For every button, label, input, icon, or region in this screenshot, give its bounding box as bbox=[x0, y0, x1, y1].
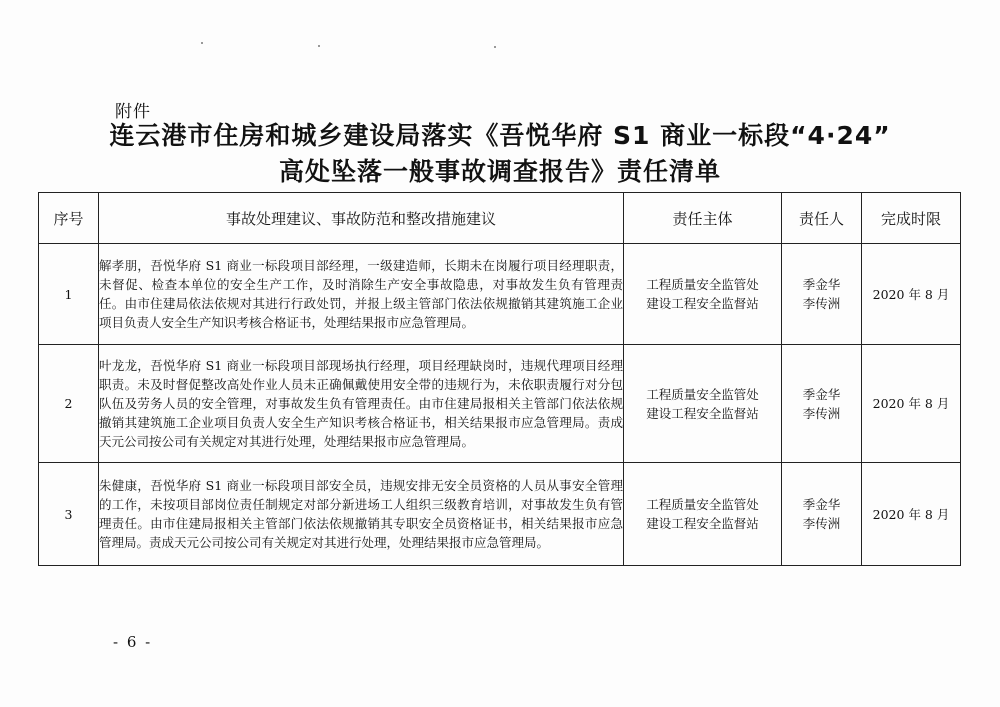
row-number: 3 bbox=[39, 463, 99, 566]
responsible-body-line: 工程质量安全监管处 bbox=[646, 497, 759, 512]
row-number: 2 bbox=[39, 345, 99, 463]
row-deadline: 2020 年 8 月 bbox=[862, 345, 961, 463]
row-responsible-person bbox=[782, 463, 862, 566]
header-no: 序号 bbox=[39, 193, 99, 244]
responsibility-table bbox=[38, 192, 961, 566]
responsible-person-name: 李传洲 bbox=[802, 296, 841, 311]
scan-speck bbox=[201, 42, 203, 44]
row-responsible-person bbox=[782, 244, 862, 345]
page-number: - 6 - bbox=[113, 633, 153, 651]
responsible-person-name: 季金华 bbox=[802, 386, 841, 402]
row-responsible-body bbox=[624, 345, 782, 463]
responsible-person-name: 李传洲 bbox=[802, 516, 841, 531]
document-title-line-1: 连云港市住房和城乡建设局落实《吾悦华府 S1 商业一标段“4·24” bbox=[109, 121, 891, 150]
responsible-person-name: 季金华 bbox=[802, 277, 841, 292]
responsible-body-line: 工程质量安全监管处 bbox=[646, 277, 759, 292]
scan-speck bbox=[318, 45, 320, 47]
responsible-body-line: 建设工程安全监督站 bbox=[646, 405, 759, 421]
row-number: 1 bbox=[39, 244, 99, 345]
responsible-person-name: 季金华 bbox=[802, 497, 841, 512]
row-responsible-body bbox=[624, 244, 782, 345]
row-responsible-person bbox=[782, 345, 862, 463]
responsible-person-name: 李传洲 bbox=[802, 405, 841, 421]
header-responsible-person: 责任人 bbox=[782, 193, 862, 244]
table-row bbox=[39, 244, 961, 345]
header-deadline: 完成时限 bbox=[862, 193, 961, 244]
row-deadline: 2020 年 8 月 bbox=[862, 244, 961, 345]
header-measures: 事故处理建议、事故防范和整改措施建议 bbox=[99, 193, 624, 244]
row-measures: 朱健康，吾悦华府 S1 商业一标段项目部安全员，违规安排无安全员资格的人员从事安全管理的工作，未按项目部岗位责任制规定对部分新进场工人组织三级教育培训，对事故发生负有管理责任。由市住建局报相关主管部门依法依规撤销其专职安全员资格证书，相关结果报市应急管理局。责成天元公司按公司有关规定对其进行处理，处理结果报市应急管理局。 bbox=[99, 463, 624, 566]
scan-speck bbox=[494, 46, 496, 48]
table-row bbox=[39, 463, 961, 566]
row-measures: 解孝朋，吾悦华府 S1 商业一标段项目部经理，一级建造师，长期未在岗履行项目经理职责，未督促、检查本单位的安全生产工作，及时消除生产安全事故隐患，对事故发生负有管理责任。由市住建局依法依规对其进行行政处罚，并报上级主管部门依法依规撤销其建筑施工企业项目负责人安全生产知识考核合格证书，处理结果报市应急管理局。 bbox=[99, 244, 624, 345]
table-header-row bbox=[39, 193, 961, 244]
row-deadline: 2020 年 8 月 bbox=[862, 463, 961, 566]
row-measures: 叶龙龙，吾悦华府 S1 商业一标段项目部现场执行经理，项目经理缺岗时，违规代理项目经理职责。未及时督促整改高处作业人员未正确佩戴使用安全带的违规行为，未依职责履行对分包队伍及劳务人员的安全管理，对事故发生负有管理责任。由市住建局报相关主管部门依法依规撤销其建筑施工企业项目负责人安全生产知识考核合格证书，相关结果报市应急管理局。责成天元公司按公司有关规定对其进行处理，处理结果报市应急管理局。 bbox=[99, 345, 624, 463]
table-row bbox=[39, 345, 961, 463]
row-responsible-body bbox=[624, 463, 782, 566]
document-title-line-2: 高处坠落一般事故调查报告》责任清单 bbox=[278, 157, 721, 186]
responsible-body-line: 工程质量安全监管处 bbox=[646, 386, 759, 402]
header-responsible-body: 责任主体 bbox=[624, 193, 782, 244]
responsible-body-line: 建设工程安全监督站 bbox=[646, 516, 759, 531]
responsible-body-line: 建设工程安全监督站 bbox=[646, 296, 759, 311]
attachment-label: 附件 bbox=[115, 102, 151, 122]
